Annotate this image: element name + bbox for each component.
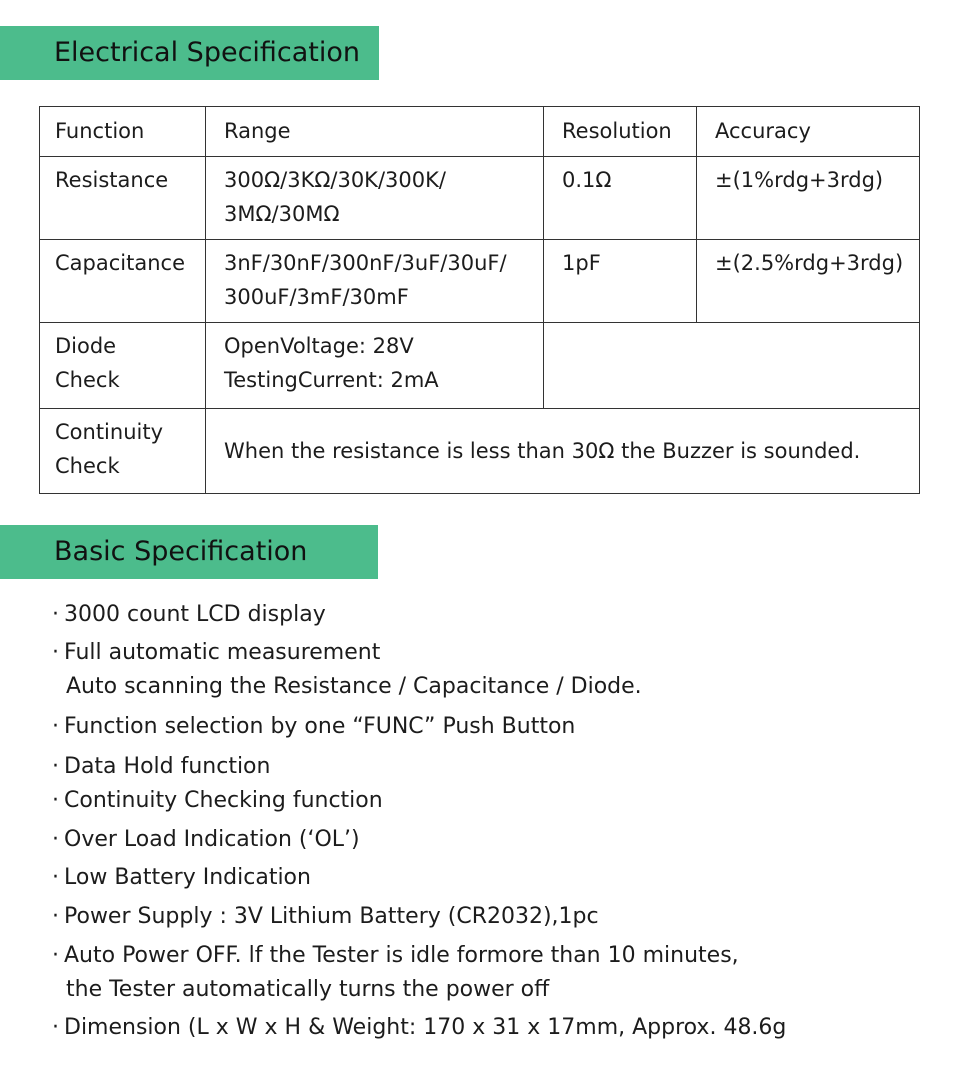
bullet: ·: [52, 943, 59, 968]
bullet: ·: [52, 788, 59, 813]
accuracy-cell: ±(2.5%rdg+3rdg): [697, 240, 920, 323]
range-cell: [206, 240, 544, 323]
function-cell: [40, 323, 206, 409]
function-line: Check: [55, 454, 120, 478]
list-item-text: Auto Power OFF. lf the Tester is idle formore than 10 minutes,: [64, 943, 739, 968]
list-item: [52, 939, 932, 1007]
electrical-spec-title: Electrical Specification: [0, 26, 379, 80]
function-line: Diode: [55, 334, 117, 358]
list-item-text: Over Load Indication (‘OL’): [64, 827, 360, 852]
list-item-text: Dimension (L x W x H & Weight: 170 x 31 x 17mm, Approx. 48.6g: [64, 1015, 787, 1040]
function-cell: Capacitance: [40, 240, 206, 323]
list-item: [52, 750, 932, 784]
table-row: [40, 409, 920, 494]
list-item-text: Full automatic measurement: [64, 640, 381, 665]
basic-spec-list: [52, 598, 932, 1045]
header-accuracy: Accuracy: [697, 107, 920, 157]
resolution-cell: 0.1Ω: [544, 157, 697, 240]
list-item-text: 3000 count LCD display: [64, 602, 326, 627]
table-row: [40, 323, 920, 409]
table-row: [40, 157, 920, 240]
range-line: 3nF/30nF/300nF/3uF/30uF/: [224, 251, 507, 275]
continuity-description: When the resistance is less than 30Ω the Buzzer is sounded.: [206, 409, 920, 494]
list-item: [52, 823, 932, 857]
accuracy-cell: ±(1%rdg+3rdg): [697, 157, 920, 240]
bullet: ·: [52, 827, 59, 852]
list-item-text: Continuity Checking function: [64, 788, 383, 813]
range-line: 300Ω/3KΩ/30K/300K/: [224, 168, 446, 192]
list-item: [52, 1011, 932, 1045]
range-line: OpenVoltage: 28V: [224, 334, 414, 358]
range-cell: [206, 157, 544, 240]
bullet: ·: [52, 602, 59, 627]
range-line: TestingCurrent: 2mA: [224, 368, 439, 392]
list-item-text: Data Hold function: [64, 754, 271, 779]
bullet: ·: [52, 1015, 59, 1040]
function-cell: [40, 409, 206, 494]
empty-cell: [544, 323, 920, 409]
bullet: ·: [52, 640, 59, 665]
resolution-cell: 1pF: [544, 240, 697, 323]
list-item: [52, 900, 932, 934]
electrical-spec-table: [39, 106, 920, 494]
bullet: ·: [52, 865, 59, 890]
list-item: [52, 784, 932, 818]
bullet: ·: [52, 714, 59, 739]
list-item-text: Power Supply : 3V Lithium Battery (CR2032),1pc: [64, 904, 599, 929]
function-line: Check: [55, 368, 120, 392]
range-line: 300uF/3mF/30mF: [224, 285, 409, 309]
header-resolution: Resolution: [544, 107, 697, 157]
table-header-row: [40, 107, 920, 157]
list-item: [52, 710, 932, 744]
table-row: [40, 240, 920, 323]
list-item-text: Low Battery Indication: [64, 865, 311, 890]
function-cell: Resistance: [40, 157, 206, 240]
list-item: [52, 598, 932, 632]
list-item: [52, 861, 932, 895]
bullet: ·: [52, 754, 59, 779]
list-item-text: Function selection by one “FUNC” Push Button: [64, 714, 576, 739]
list-item: [52, 636, 932, 704]
basic-spec-title: Basic Specification: [0, 525, 378, 579]
list-item-continuation: Auto scanning the Resistance / Capacitance / Diode.: [66, 674, 642, 699]
range-line: 3MΩ/30MΩ: [224, 202, 340, 226]
bullet: ·: [52, 904, 59, 929]
header-function: Function: [40, 107, 206, 157]
function-line: Continuity: [55, 420, 164, 444]
list-item-continuation: the Tester automatically turns the power off: [66, 977, 550, 1002]
range-cell: [206, 323, 544, 409]
header-range: Range: [206, 107, 544, 157]
